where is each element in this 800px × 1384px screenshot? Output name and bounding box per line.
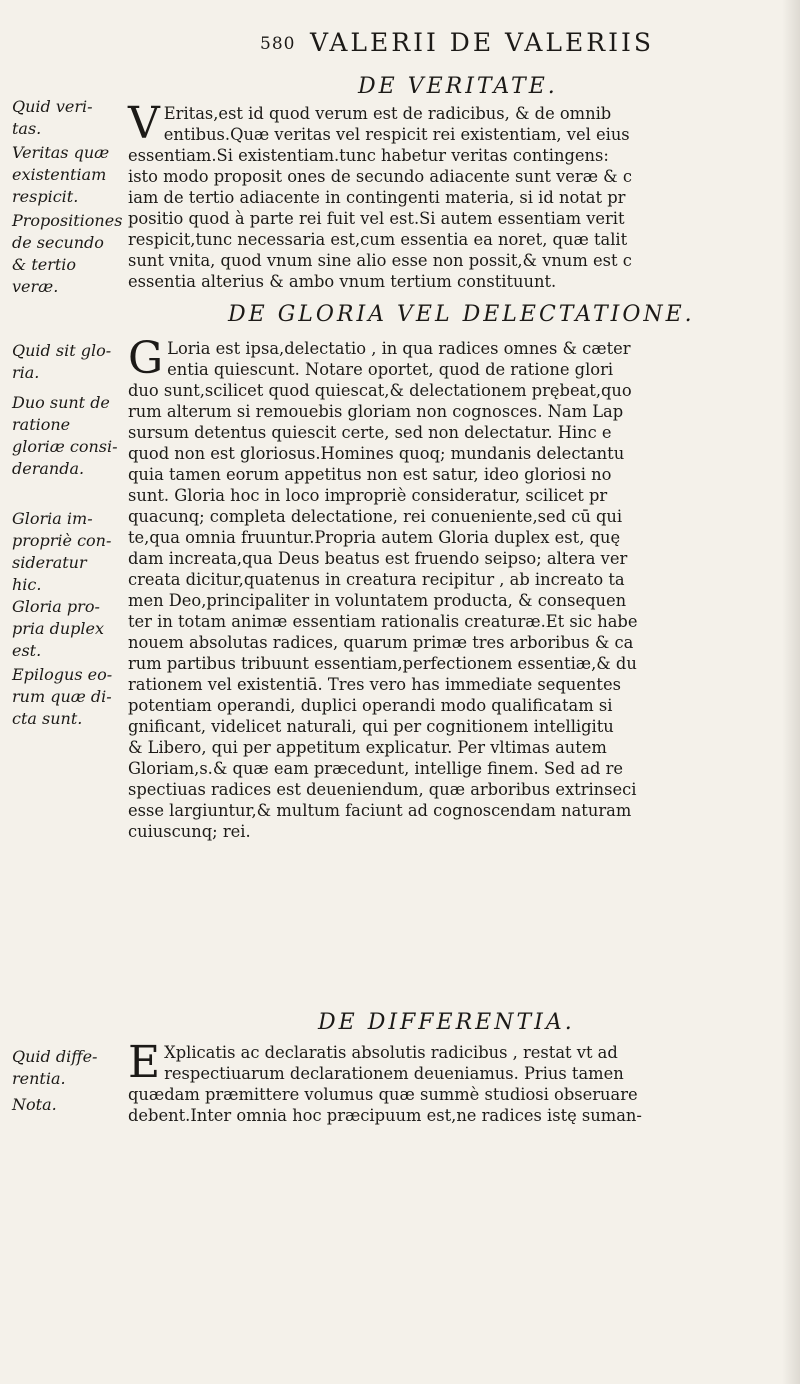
text-line: Xplicatis ac declaratis absolutis radicibus , restat vt ad <box>164 1043 618 1062</box>
text-line: quod non est gloriosus.Homines quoq; mundanis delectantu <box>128 444 625 463</box>
text-line: essentia alterius & ambo vnum tertium constituunt. <box>128 272 557 291</box>
text-line: quacunq; completa delectatione, rei conueniente,sed cū qui <box>128 507 623 526</box>
text-line: rum partibus tribuunt essentiam,perfectionem essentiæ,& du <box>128 654 637 673</box>
drop-cap: V <box>128 98 160 149</box>
margin-note: Quid veri-tas. <box>12 97 93 138</box>
drop-cap: E <box>128 1037 161 1088</box>
text-line: esse largiuntur,& multum faciunt ad cognoscendam naturam <box>128 801 632 820</box>
text-line: creata dicitur,quatenus in creatura recipitur , ab increato ta <box>128 570 625 589</box>
text-line: potentiam operandi, duplici operandi modo qualificatam si <box>128 696 613 715</box>
text-line: sunt. Gloria hoc in loco impropriè consideratur, scilicet pr <box>128 486 608 505</box>
drop-cap: G <box>128 333 164 384</box>
text-line: debent.Inter omnia hoc præcipuum est,ne radices istę suman- <box>128 1106 642 1125</box>
text-line: Loria est ipsa,delectatio , in qua radices omnes & cæter <box>167 339 631 358</box>
margin-note: Quid sit glo-ria. <box>12 341 112 382</box>
text-line: nouem absolutas radices, quarum primæ tres arboribus & ca <box>128 633 634 652</box>
text-line: entia quiescunt. Notare oportet, quod de ratione glori <box>167 360 614 379</box>
text-line: essentiam.Si existentiam.tunc habetur veritas contingens: <box>128 146 609 165</box>
running-head: VALERII DE VALERIIS <box>310 28 654 57</box>
text-line: & Libero, qui per appetitum explicatur. Per vltimas autem <box>128 738 607 757</box>
text-line: cuiuscunq; rei. <box>128 822 251 841</box>
margin-note: Epilogus eo-rum quæ di-cta sunt. <box>12 665 113 728</box>
text-line: ter in totam animæ essentiam rationalis creaturæ.Et sic habe <box>128 612 638 631</box>
text-line: isto modo proposit ones de secundo adiacente sunt veræ & c <box>128 167 632 186</box>
margin-note: Gloria pro-pria duplex est. <box>12 597 105 660</box>
text-line: sursum detentus quiescit certe, sed non delectatur. Hinc e <box>128 423 612 442</box>
margin-note: Nota. <box>12 1095 57 1114</box>
section-title-differentia: DE DIFFERENTIA. <box>318 1010 575 1035</box>
text-line: rationem vel existentiā. Tres vero has immediate sequentes <box>128 675 621 694</box>
margin-note: Quid diffe-rentia. <box>12 1047 98 1088</box>
section-title-gloria: DE GLORIA VEL DELECTATIONE. <box>228 302 695 327</box>
text-line: iam de tertio adiacente in contingenti materia, si id notat pr <box>128 188 626 207</box>
text-line: sunt vnita, quod vnum sine alio esse non possit,& vnum est c <box>128 251 632 270</box>
page-number: 580 <box>260 34 296 54</box>
text-line: respectiuarum declarationem deueniamus. Prius tamen <box>164 1064 624 1083</box>
text-line: men Deo,principaliter in voluntatem producta, & consequen <box>128 591 627 610</box>
text-line: Eritas,est id quod verum est de radicibus, & de omnib <box>163 104 612 123</box>
margin-note: Propositiones de secundo & tertio veræ. <box>12 211 123 296</box>
text-line: entibus.Quæ veritas vel respicit rei existentiam, vel eius <box>163 125 630 144</box>
margin-note: Duo sunt de ratione gloriæ consi-deranda. <box>12 393 118 478</box>
margin-note: Veritas quæ existentiam respicit. <box>12 143 110 206</box>
section-body-veritate <box>128 98 788 292</box>
text-line: gnificant, videlicet naturali, qui per cognitionem intelligitu <box>128 717 614 736</box>
text-line: respicit,tunc necessaria est,cum essentia ea noret, quæ talit <box>128 230 628 249</box>
margin-note: Gloria im-propriè con-sideratur hic. <box>12 509 112 594</box>
text-line: positio quod à parte rei fuit vel est.Si autem essentiam verit <box>128 209 625 228</box>
text-line: Gloriam,s.& quæ eam præcedunt, intellige finem. Sed ad re <box>128 759 624 778</box>
page-header <box>0 26 800 66</box>
text-line: duo sunt,scilicet quod quiescat,& delectationem prębeat,quo <box>128 381 632 400</box>
text-line: te,qua omnia fruuntur.Propria autem Gloria duplex est, quę <box>128 528 621 547</box>
text-line: rum alterum si remouebis gloriam non cognosces. Nam Lap <box>128 402 624 421</box>
text-line: dam increata,qua Deus beatus est fruendo seipso; altera ver <box>128 549 628 568</box>
section-body-differentia <box>128 1037 788 1126</box>
text-line: quædam præmittere volumus quæ summè studiosi obseruare <box>128 1085 638 1104</box>
section-body-gloria <box>128 333 788 842</box>
text-line: spectiuas radices est deueniendum, quæ arboribus extrinseci <box>128 780 637 799</box>
page-edge-shadow <box>782 0 800 1384</box>
section-title-veritate: DE VERITATE. <box>358 74 558 99</box>
text-line: quia tamen eorum appetitus non est satur, ideo gloriosi no <box>128 465 612 484</box>
